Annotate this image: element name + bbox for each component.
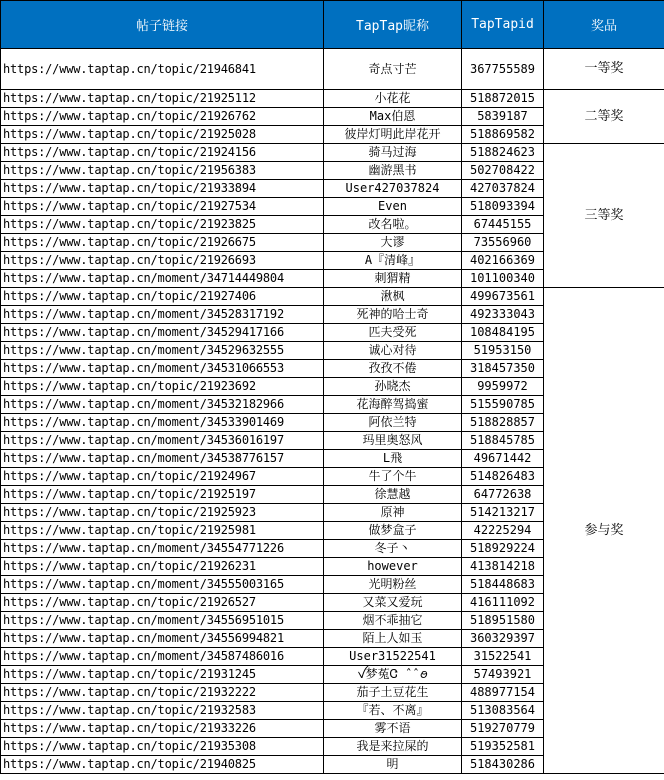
nickname-cell: 牛了个牛 [324, 468, 462, 486]
post-link[interactable]: https://www.taptap.cn/moment/34554771226 [1, 540, 324, 558]
nickname-cell: 我是来拉屎的 [324, 738, 462, 756]
nickname-cell: 大谬 [324, 234, 462, 252]
tapid-cell: 427037824 [462, 180, 544, 198]
tapid-cell: 518845785 [462, 432, 544, 450]
nickname-cell: 烟不乖抽它 [324, 612, 462, 630]
nickname-cell: 骑马过海 [324, 144, 462, 162]
nickname-cell: 『若、不离』 [324, 702, 462, 720]
tapid-cell: 101100340 [462, 270, 544, 288]
tapid-cell: 518872015 [462, 90, 544, 108]
tapid-cell: 64772638 [462, 486, 544, 504]
tapid-cell: 514826483 [462, 468, 544, 486]
post-link[interactable]: https://www.taptap.cn/topic/21926675 [1, 234, 324, 252]
post-link[interactable]: https://www.taptap.cn/topic/21925112 [1, 90, 324, 108]
post-link[interactable]: https://www.taptap.cn/topic/21931245 [1, 666, 324, 684]
nickname-cell: 湫枫 [324, 288, 462, 306]
nickname-cell: 幽游黑书 [324, 162, 462, 180]
post-link[interactable]: https://www.taptap.cn/topic/21926527 [1, 594, 324, 612]
tapid-cell: 518929224 [462, 540, 544, 558]
nickname-cell: 明 [324, 756, 462, 774]
tapid-cell: 51953150 [462, 342, 544, 360]
header-nickname: TapTap昵称 [324, 1, 462, 49]
post-link[interactable]: https://www.taptap.cn/topic/21925923 [1, 504, 324, 522]
post-link[interactable]: https://www.taptap.cn/moment/34587486016 [1, 648, 324, 666]
post-link[interactable]: https://www.taptap.cn/topic/21923825 [1, 216, 324, 234]
tapid-cell: 49671442 [462, 450, 544, 468]
tapid-cell: 413814218 [462, 558, 544, 576]
header-tapid: TapTapid [462, 1, 544, 49]
nickname-cell: 玛里奥怒风 [324, 432, 462, 450]
post-link[interactable]: https://www.taptap.cn/topic/21933226 [1, 720, 324, 738]
tapid-cell: 108484195 [462, 324, 544, 342]
nickname-cell: 茄子土豆花生 [324, 684, 462, 702]
post-link[interactable]: https://www.taptap.cn/topic/21932222 [1, 684, 324, 702]
nickname-cell: L飛 [324, 450, 462, 468]
post-link[interactable]: https://www.taptap.cn/topic/21927534 [1, 198, 324, 216]
post-link[interactable]: https://www.taptap.cn/topic/21935308 [1, 738, 324, 756]
post-link[interactable]: https://www.taptap.cn/topic/21925197 [1, 486, 324, 504]
post-link[interactable]: https://www.taptap.cn/moment/34538776157 [1, 450, 324, 468]
tapid-cell: 9959972 [462, 378, 544, 396]
nickname-cell: 彼岸灯明此岸花开 [324, 126, 462, 144]
tapid-cell: 518430286 [462, 756, 544, 774]
header-prize: 奖品 [544, 1, 664, 49]
prize-cell-participation: 参与奖 [544, 288, 664, 774]
post-link[interactable]: https://www.taptap.cn/moment/34529632555 [1, 342, 324, 360]
tapid-cell: 499673561 [462, 288, 544, 306]
tapid-cell: 57493921 [462, 666, 544, 684]
nickname-cell: 孜孜不倦 [324, 360, 462, 378]
tapid-cell: 514213217 [462, 504, 544, 522]
post-link[interactable]: https://www.taptap.cn/topic/21925028 [1, 126, 324, 144]
post-link[interactable]: https://www.taptap.cn/moment/34531066553 [1, 360, 324, 378]
tapid-cell: 360329397 [462, 630, 544, 648]
nickname-cell: 改名啦。 [324, 216, 462, 234]
tapid-cell: 518824623 [462, 144, 544, 162]
nickname-cell: Even [324, 198, 462, 216]
tapid-cell: 367755589 [462, 49, 544, 90]
post-link[interactable]: https://www.taptap.cn/moment/34556994821 [1, 630, 324, 648]
prize-cell-second: 二等奖 [544, 90, 664, 144]
post-link[interactable]: https://www.taptap.cn/moment/34555003165 [1, 576, 324, 594]
nickname-cell: Max伯恩 [324, 108, 462, 126]
post-link[interactable]: https://www.taptap.cn/moment/34532182966 [1, 396, 324, 414]
tapid-cell: 519270779 [462, 720, 544, 738]
tapid-cell: 492333043 [462, 306, 544, 324]
nickname-cell: 陌上人如玉 [324, 630, 462, 648]
post-link[interactable]: https://www.taptap.cn/topic/21923692 [1, 378, 324, 396]
tapid-cell: 402166369 [462, 252, 544, 270]
prize-cell-third: 三等奖 [544, 144, 664, 288]
tapid-cell: 502708422 [462, 162, 544, 180]
nickname-cell: 刺猬精 [324, 270, 462, 288]
tapid-cell: 31522541 [462, 648, 544, 666]
nickname-cell: 冬子丶 [324, 540, 462, 558]
nickname-cell: 匹夫受死 [324, 324, 462, 342]
post-link[interactable]: https://www.taptap.cn/moment/34536016197 [1, 432, 324, 450]
nickname-cell: 诚心对待 [324, 342, 462, 360]
post-link[interactable]: https://www.taptap.cn/topic/21926231 [1, 558, 324, 576]
nickname-cell: 徐慧越 [324, 486, 462, 504]
post-link[interactable]: https://www.taptap.cn/moment/34529417166 [1, 324, 324, 342]
table-row [1, 90, 664, 108]
tapid-cell: 519352581 [462, 738, 544, 756]
table-row [1, 288, 664, 306]
tapid-cell: 515590785 [462, 396, 544, 414]
post-link[interactable]: https://www.taptap.cn/topic/21946841 [1, 49, 324, 90]
tapid-cell: 5839187 [462, 108, 544, 126]
nickname-cell: 小花花 [324, 90, 462, 108]
tapid-cell: 488977154 [462, 684, 544, 702]
table-row [1, 144, 664, 162]
post-link[interactable]: https://www.taptap.cn/topic/21924156 [1, 144, 324, 162]
prize-cell-first: 一等奖 [544, 49, 664, 90]
post-link[interactable]: https://www.taptap.cn/topic/21926762 [1, 108, 324, 126]
nickname-cell: A『清峰』 [324, 252, 462, 270]
nickname-cell: 花海醉驾捣蜜 [324, 396, 462, 414]
post-link[interactable]: https://www.taptap.cn/topic/21926693 [1, 252, 324, 270]
nickname-cell: User427037824 [324, 180, 462, 198]
post-link[interactable]: https://www.taptap.cn/topic/21925981 [1, 522, 324, 540]
tapid-cell: 518828857 [462, 414, 544, 432]
tapid-cell: 67445155 [462, 216, 544, 234]
tapid-cell: 513083564 [462, 702, 544, 720]
table-row [1, 49, 664, 90]
tapid-cell: 518093394 [462, 198, 544, 216]
nickname-cell: 阿依兰特 [324, 414, 462, 432]
nickname-cell: 又菜又爱玩 [324, 594, 462, 612]
post-link[interactable]: https://www.taptap.cn/moment/34714449804 [1, 270, 324, 288]
post-link[interactable]: https://www.taptap.cn/topic/21932583 [1, 702, 324, 720]
header-row [1, 1, 664, 49]
post-link[interactable]: https://www.taptap.cn/topic/21940825 [1, 756, 324, 774]
nickname-cell: however [324, 558, 462, 576]
tapid-cell: 42225294 [462, 522, 544, 540]
post-link[interactable]: https://www.taptap.cn/topic/21956383 [1, 162, 324, 180]
post-link[interactable]: https://www.taptap.cn/topic/21933894 [1, 180, 324, 198]
tapid-cell: 416111092 [462, 594, 544, 612]
post-link[interactable]: https://www.taptap.cn/moment/34528317192 [1, 306, 324, 324]
tapid-cell: 73556960 [462, 234, 544, 252]
tapid-cell: 518951580 [462, 612, 544, 630]
header-link: 帖子链接 [1, 1, 324, 49]
post-link[interactable]: https://www.taptap.cn/topic/21924967 [1, 468, 324, 486]
nickname-cell: 奇点寸芒 [324, 49, 462, 90]
nickname-cell: 孙晓杰 [324, 378, 462, 396]
nickname-cell: 原神 [324, 504, 462, 522]
nickname-cell: ꪜ梦菟Ꮳ ̂ ̂ ꪮ [324, 666, 462, 684]
tapid-cell: 518448683 [462, 576, 544, 594]
nickname-cell: 光明粉丝 [324, 576, 462, 594]
post-link[interactable]: https://www.taptap.cn/moment/34533901469 [1, 414, 324, 432]
nickname-cell: User31522541 [324, 648, 462, 666]
post-link[interactable]: https://www.taptap.cn/moment/34556951015 [1, 612, 324, 630]
tapid-cell: 518869582 [462, 126, 544, 144]
nickname-cell: 雾不语 [324, 720, 462, 738]
tapid-cell: 318457350 [462, 360, 544, 378]
post-link[interactable]: https://www.taptap.cn/topic/21927406 [1, 288, 324, 306]
nickname-cell: 做梦盒子 [324, 522, 462, 540]
nickname-cell: 死神的哈士奇 [324, 306, 462, 324]
